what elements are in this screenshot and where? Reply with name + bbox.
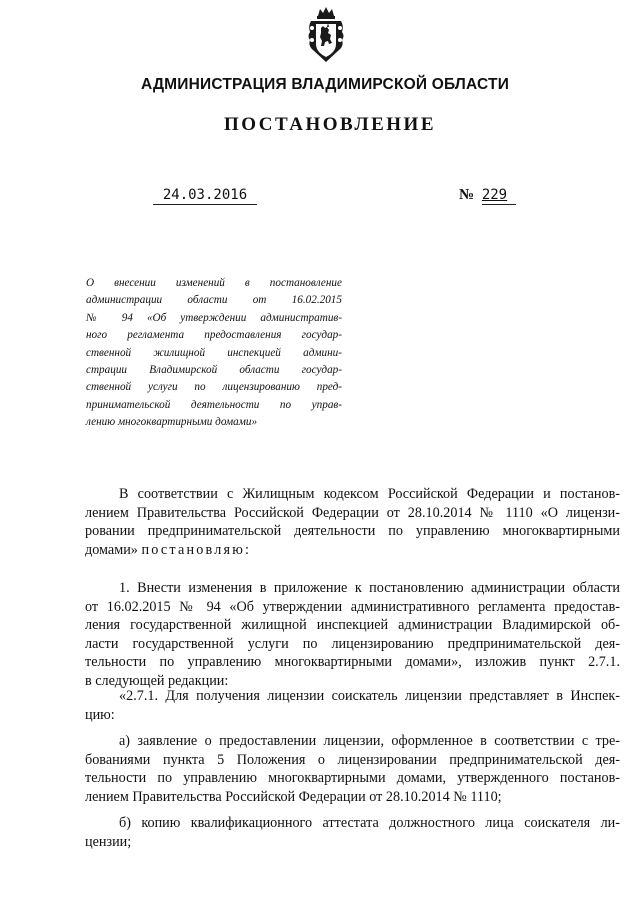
item-b-paragraph	[85, 814, 620, 851]
paragraph-line: бованиями пункта 5 Положения о лицензировании предпринимательской дея-	[85, 751, 620, 768]
paragraph-line: в следующей редакции:	[85, 672, 229, 689]
decree-word: постановляю:	[141, 541, 252, 558]
paragraph-line: тельности по управлению многоквартирными домами», изложив пункт 2.7.1.	[85, 654, 620, 671]
paragraph-line: ровании предпринимательской деятельности по управлению многоквартирными	[85, 523, 620, 540]
paragraph-line: тельности по управлению многоквартирными домами, утвержденного постанов-	[85, 770, 620, 787]
paragraph-line: «2.7.1. Для получения лицензии соискатель лицензии представляет в Инспек-	[119, 688, 620, 704]
paragraph-line: ласти государственной услуги по лицензированию предпринимательской дея-	[85, 635, 620, 652]
paragraph-line: 1. Внести изменения в приложение к постановлению администрации области	[119, 580, 620, 596]
preamble-last-words: домами»	[85, 541, 138, 558]
organization-title: АДМИНИСТРАЦИЯ ВЛАДИМИРСКОЙ ОБЛАСТИ	[140, 76, 510, 93]
paragraph-line: б) копию квалификационного аттестата должностного лица соискателя ли-	[119, 815, 620, 831]
document-number	[459, 186, 516, 205]
paragraph-line: лением Правительства Российской Федерации от 28.10.2014 № 1110;	[85, 788, 502, 805]
paragraph-line: от 16.02.2015 № 94 «Об утверждении административного регламента предостав-	[85, 598, 620, 615]
paragraph-line: а) заявление о предоставлении лицензии, оформленное в соответствии с тре-	[119, 733, 620, 749]
item-a-paragraph	[85, 732, 620, 806]
subject-line: лению многоквартирными домами»	[86, 416, 258, 429]
preamble-paragraph	[85, 485, 620, 559]
document-subject	[86, 275, 342, 432]
number-value: 229	[482, 186, 516, 205]
item-2-7-1-paragraph	[85, 687, 620, 724]
item-1-paragraph	[85, 579, 620, 691]
document-date: 24.03.2016	[153, 186, 257, 205]
paragraph-line: ления государственной жилищной инспекцией администрации Владимирской об-	[85, 617, 620, 634]
subject-line: ного регламента предоставления государ-	[86, 329, 342, 342]
paragraph-line	[85, 541, 620, 560]
subject-line: администрации области от 16.02.2015	[86, 294, 342, 307]
paragraph-line: В соответствии с Жилищным кодексом Российской Федерации и постанов-	[119, 486, 620, 502]
document-type-title: ПОСТАНОВЛЕНИЕ	[223, 114, 437, 135]
vladimir-coat-of-arms-icon	[306, 6, 346, 64]
subject-line: О внесении изменений в постановление	[86, 277, 342, 289]
subject-line: страции Владимирской области государ-	[86, 364, 342, 377]
subject-line: принимательской деятельности по управ-	[86, 398, 342, 411]
subject-line: ственной жилищной инспекцией админи-	[86, 346, 342, 359]
subject-line: № 94 «Об утверждении административ-	[86, 311, 342, 324]
paragraph-line: цию:	[85, 706, 115, 723]
number-label: №	[459, 187, 475, 203]
subject-line: ственной услуги по лицензированию пред-	[86, 381, 342, 394]
paragraph-line: лением Правительства Российской Федерации от 28.10.2014 № 1110 «О лицензи-	[85, 504, 620, 521]
paragraph-line: цензии;	[85, 833, 132, 850]
